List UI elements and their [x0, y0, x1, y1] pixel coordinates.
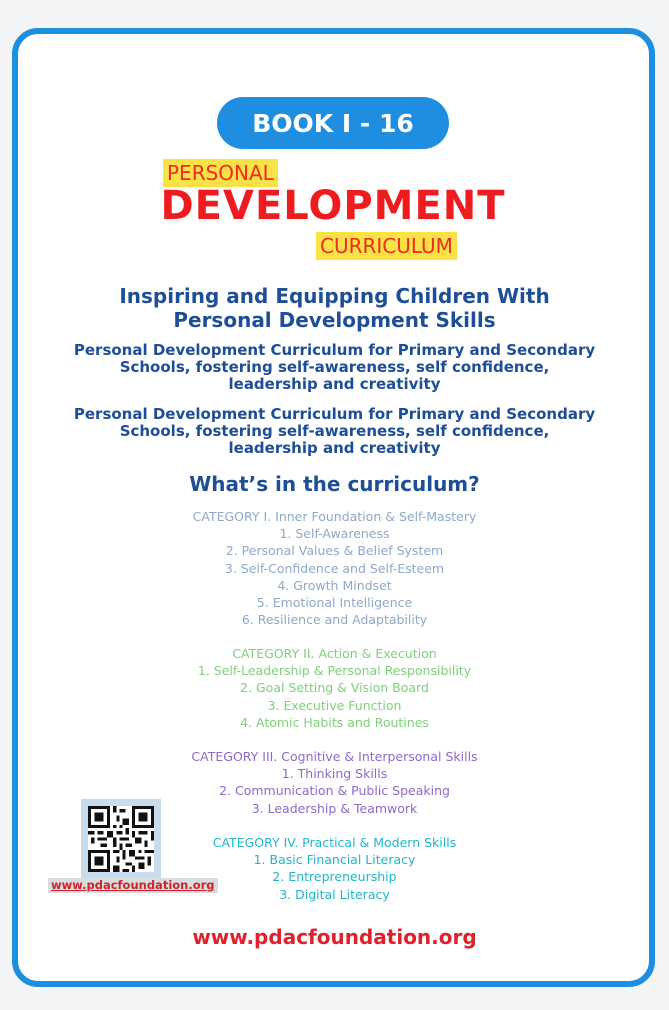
- qr-code[interactable]: [81, 799, 161, 879]
- category-item: 1. Self-Awareness: [279, 526, 390, 542]
- category-title: CATEGORY II. Action & Execution: [232, 646, 437, 661]
- category-title: CATEGORY IV. Practical & Modern Skills: [212, 835, 457, 850]
- category-title: CATEGORY III. Cognitive & Interpersonal Skills: [191, 749, 478, 764]
- category-item: 2. Goal Setting & Vision Board: [240, 680, 429, 696]
- headline-line-1: Inspiring and Equipping Children With: [119, 284, 550, 308]
- category-title: CATEGORY I. Inner Foundation & Self-Mastery: [192, 509, 477, 524]
- category-item: 3. Leadership & Teamwork: [251, 800, 418, 816]
- headline: [0, 284, 669, 332]
- description-line: Personal Development Curriculum for Primary and Secondary: [73, 341, 596, 359]
- title-development: DEVELOPMENT: [160, 183, 506, 229]
- headline-line-2: Personal Development Skills: [173, 308, 496, 332]
- category-2: [0, 645, 669, 731]
- category-item: 3. Self-Confidence and Self-Esteem: [224, 560, 445, 576]
- description-line: Personal Development Curriculum for Primary and Secondary: [73, 405, 596, 423]
- category-item: 3. Digital Literacy: [279, 886, 390, 902]
- footer-url-link[interactable]: www.pdacfoundation.org: [192, 925, 477, 949]
- description-1: [0, 342, 669, 393]
- section-heading: What’s in the curriculum?: [189, 472, 480, 496]
- category-item: 1. Self-Leadership & Personal Responsibility: [197, 663, 472, 679]
- title-personal: PERSONAL: [163, 159, 278, 187]
- title-curriculum: CURRICULUM: [316, 232, 457, 260]
- category-item: 5. Emotional Intelligence: [256, 595, 413, 611]
- category-item: 6. Resilience and Adaptability: [241, 612, 428, 628]
- category-item: 2. Personal Values & Belief System: [225, 543, 444, 559]
- description-2: [0, 406, 669, 457]
- description-line: Schools, fostering self-awareness, self confidence,: [119, 422, 550, 440]
- description-line: leadership and creativity: [228, 375, 441, 393]
- qr-url-link[interactable]: www.pdacfoundation.org: [48, 878, 218, 893]
- category-item: 1. Basic Financial Literacy: [253, 852, 416, 868]
- category-item: 2. Entrepreneurship: [272, 869, 397, 885]
- category-item: 2. Communication & Public Speaking: [219, 783, 450, 799]
- category-item: 1. Thinking Skills: [281, 766, 388, 782]
- description-line: Schools, fostering self-awareness, self confidence,: [119, 358, 550, 376]
- description-line: leadership and creativity: [228, 439, 441, 457]
- category-1: [0, 508, 669, 628]
- qr-code-icon: [88, 806, 154, 872]
- book-badge: BOOK I - 16: [217, 97, 449, 149]
- category-item: 4. Atomic Habits and Routines: [240, 714, 429, 730]
- category-item: 4. Growth Mindset: [277, 577, 392, 593]
- category-item: 3. Executive Function: [267, 697, 402, 713]
